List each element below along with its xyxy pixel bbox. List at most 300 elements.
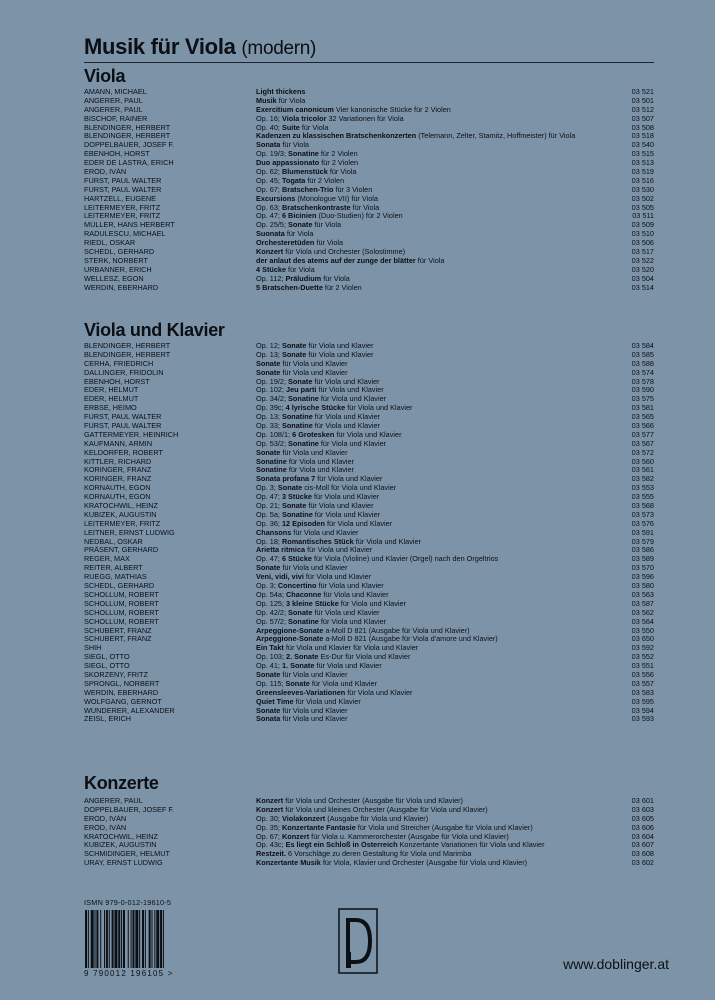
opus-number: Op. 67; xyxy=(256,185,282,194)
composer-name: EDER DE LASTRA, ERICH xyxy=(84,159,174,168)
catalog-number: 03 605 xyxy=(631,813,654,823)
work-instrumentation: für Viola xyxy=(280,141,309,150)
work-title: Sonate xyxy=(256,670,281,679)
catalog-row xyxy=(84,115,654,124)
barcode-bar xyxy=(123,910,125,968)
composer-name: EBENHÖH, HORST xyxy=(84,150,150,159)
work-description xyxy=(256,680,626,689)
catalog-row xyxy=(84,484,654,493)
opus-number: Op. 25/5; xyxy=(256,221,289,230)
work-instrumentation: 6 Vorschläge zu deren Gestaltung für Viola und Marimba xyxy=(286,850,472,859)
catalog-row xyxy=(84,360,654,369)
work-title: Violakonzert xyxy=(281,814,326,823)
catalog-number: 03 501 xyxy=(631,95,654,105)
work-instrumentation: für Viola und Klavier xyxy=(315,475,383,484)
barcode-bar xyxy=(163,910,164,968)
ismn-number: ISMN 979-0-012-19610-5 xyxy=(84,898,172,907)
composer-name: EBENHÖH, HORST xyxy=(84,377,150,386)
opus-number: Op. 3; xyxy=(256,484,278,493)
composer-name: SIEGL, OTTO xyxy=(84,662,130,671)
work-description xyxy=(256,859,626,868)
work-title: der anlaut des atems auf der zunge der blätter xyxy=(256,256,416,265)
catalog-list-viola-und-klavier xyxy=(84,342,654,724)
work-title: Sonate xyxy=(281,502,307,511)
catalog-row xyxy=(84,475,654,484)
barcode-bar xyxy=(152,910,153,968)
work-description xyxy=(256,230,626,239)
composer-name: SCHOLLUM, ROBERT xyxy=(84,608,159,617)
composer-name: SCHOLLUM, ROBERT xyxy=(84,617,159,626)
work-description xyxy=(256,150,626,159)
composer-name: EDER, HELMUT xyxy=(84,395,139,404)
opus-number: Op. 39c; xyxy=(256,404,286,413)
work-instrumentation: für Viola und Klavier xyxy=(286,466,355,475)
catalog-row xyxy=(84,546,654,555)
opus-number: Op. 125; xyxy=(256,599,287,608)
work-instrumentation: für Viola xyxy=(312,221,342,230)
work-description xyxy=(256,582,626,591)
composer-name: WOLFGANG, GERNOT xyxy=(84,697,162,706)
catalog-row xyxy=(84,582,654,591)
composer-name: WUNDERER, ALEXANDER xyxy=(84,706,175,715)
opus-number: Op. 67; xyxy=(256,832,282,841)
work-title: Sonate xyxy=(256,448,281,457)
catalog-row xyxy=(84,159,654,168)
catalog-number: 03 650 xyxy=(631,634,654,644)
catalog-row xyxy=(84,538,654,547)
work-instrumentation: für Viola u. Kammerorchester (Ausgabe für Viola und Klavier) xyxy=(309,832,509,841)
catalog-number: 03 585 xyxy=(631,349,654,359)
work-description xyxy=(256,707,626,716)
catalog-row xyxy=(84,248,654,257)
composer-name: CERHA, FRIEDRICH xyxy=(84,359,154,368)
catalog-number: 03 510 xyxy=(631,229,654,239)
catalog-number: 03 593 xyxy=(631,714,654,724)
opus-number: Op. 112; xyxy=(256,274,286,283)
opus-number: Op. 30; xyxy=(256,814,282,823)
composer-name: SCHEDL, GERHARD xyxy=(84,582,155,591)
work-instrumentation: Konzertante Variationen für Viola und Klavier xyxy=(397,841,545,850)
work-title: Duo appassionato xyxy=(256,159,320,168)
work-title: Exercitium canonicum xyxy=(256,105,334,114)
work-title: Togata xyxy=(281,176,306,185)
composer-name: KUBIZEK, AUGUSTIN xyxy=(84,510,157,519)
work-description xyxy=(256,186,626,195)
composer-name: ANGERER, PAUL xyxy=(84,105,143,114)
work-instrumentation: für Viola xyxy=(286,265,315,274)
work-title: Sonate xyxy=(281,342,307,350)
work-instrumentation: für Viola und Klavier xyxy=(318,395,387,404)
work-title: Musik xyxy=(256,96,277,105)
composer-name: LEITNER, ERNST LUDWIG xyxy=(84,528,175,537)
catalog-row xyxy=(84,395,654,404)
work-title: Sonate xyxy=(256,359,281,368)
work-title: Konzert xyxy=(256,797,284,805)
website-url: www.doblinger.at xyxy=(563,956,669,972)
opus-number: Op. 102; xyxy=(256,386,287,395)
work-instrumentation: (Monologue VII) für Viola xyxy=(295,194,378,203)
catalog-number: 03 588 xyxy=(631,358,654,368)
catalog-number: 03 562 xyxy=(631,607,654,617)
catalog-number: 03 582 xyxy=(631,474,654,484)
work-title: 4 Stücke xyxy=(256,265,287,274)
composer-name: KITTLER, RICHARD xyxy=(84,457,152,466)
work-title: Arpeggione-Sonate xyxy=(256,635,324,644)
composer-name: PRÄSENT, GERHARD xyxy=(84,546,159,555)
catalog-row xyxy=(84,204,654,213)
opus-number: Op. 40; xyxy=(256,123,282,132)
composer-name: EDER, HELMUT xyxy=(84,386,139,395)
catalog-number: 03 563 xyxy=(631,589,654,599)
work-description xyxy=(256,797,626,806)
opus-number: Op. 36; xyxy=(256,519,282,528)
opus-number: Op. 41; xyxy=(256,662,282,671)
work-description xyxy=(256,257,626,266)
work-instrumentation: für Viola xyxy=(299,123,329,132)
work-title: 3 kleine Stücke xyxy=(286,599,339,608)
catalog-row xyxy=(84,97,654,106)
barcode-bar xyxy=(96,910,98,968)
catalog-number: 03 578 xyxy=(631,376,654,386)
catalog-number: 03 607 xyxy=(631,840,654,850)
catalog-row xyxy=(84,618,654,627)
catalog-number: 03 566 xyxy=(631,421,654,431)
work-description xyxy=(256,413,626,422)
work-title: Sonate xyxy=(288,221,313,230)
work-description xyxy=(256,555,626,564)
composer-name: FÜRST, PAUL WALTER xyxy=(84,413,162,422)
catalog-number: 03 505 xyxy=(631,202,654,212)
work-instrumentation: für Viola und Orchester (Ausgabe für Viola und Klavier) xyxy=(283,797,463,805)
composer-name: ERÖD, IVÁN xyxy=(84,823,127,832)
work-instrumentation: für Viola und Klavier xyxy=(316,386,384,395)
work-description xyxy=(256,511,626,520)
catalog-row xyxy=(84,275,654,284)
work-description xyxy=(256,395,626,404)
barcode xyxy=(84,910,184,968)
catalog-row xyxy=(84,369,654,378)
opus-number: Op. 13; xyxy=(256,413,282,422)
catalog-row xyxy=(84,440,654,449)
catalog-number: 03 516 xyxy=(631,175,654,185)
work-title: Arietta ritmica xyxy=(256,546,306,555)
opus-number: Op. 18; xyxy=(256,537,282,546)
composer-name: BLENDINGER, HERBERT xyxy=(84,350,171,359)
composer-name: KRATOCHWIL, HEINZ xyxy=(84,832,158,841)
work-instrumentation: für Viola und Orchester (Solostimme) xyxy=(283,248,406,257)
catalog-number: 03 520 xyxy=(631,264,654,274)
composer-name: SCHUBERT, FRANZ xyxy=(84,635,152,644)
catalog-number: 03 507 xyxy=(631,113,654,123)
work-description xyxy=(256,458,626,467)
composer-name: ANGERER, PAUL xyxy=(84,96,143,105)
composer-name: WELLESZ, EGON xyxy=(84,274,144,283)
catalog-number: 03 540 xyxy=(631,140,654,150)
work-instrumentation: für 2 Violen xyxy=(318,150,358,159)
work-instrumentation: für Viola und Streicher (Ausgabe für Viola und Klavier) xyxy=(355,823,533,832)
barcode-bar xyxy=(160,910,162,968)
composer-name: SHIH xyxy=(84,644,102,653)
work-title: Ein Takt xyxy=(256,644,284,653)
work-title: Sonatine xyxy=(281,413,313,422)
work-title: Quiet Time xyxy=(256,697,294,706)
work-title: Greensleeves-Variationen xyxy=(256,688,346,697)
catalog-number: 03 586 xyxy=(631,545,654,555)
catalog-row xyxy=(84,221,654,230)
work-description xyxy=(256,475,626,484)
opus-number: Op. 42/2; xyxy=(256,608,289,617)
barcode-bar xyxy=(131,910,132,968)
composer-name: SCHMIDINGER, HELMUT xyxy=(84,850,170,859)
catalog-number: 03 511 xyxy=(632,211,654,221)
work-title: Sonatine xyxy=(256,466,287,475)
catalog-row xyxy=(84,257,654,266)
work-description xyxy=(256,431,626,440)
catalog-number: 03 606 xyxy=(631,822,654,832)
work-description xyxy=(256,284,626,293)
work-description xyxy=(256,351,626,360)
work-instrumentation: für Viola xyxy=(327,168,357,177)
composer-name: FÜRST, PAUL WALTER xyxy=(84,176,162,185)
opus-number: Op. 47; xyxy=(256,555,282,564)
work-instrumentation: für Viola und Klavier xyxy=(303,573,372,582)
composer-name: FÜRST, PAUL WALTER xyxy=(84,422,162,431)
catalog-number: 03 509 xyxy=(631,220,654,230)
barcode-bar xyxy=(145,910,146,968)
composer-name: URAY, ERNST LUDWIG xyxy=(84,859,163,868)
work-instrumentation: für Viola xyxy=(415,256,445,265)
barcode-bar xyxy=(112,910,114,968)
work-title: Sonatine xyxy=(288,439,319,448)
work-title: Konzert xyxy=(256,248,284,257)
catalog-row xyxy=(84,493,654,502)
catalog-row xyxy=(84,422,654,431)
work-instrumentation: für Viola xyxy=(284,230,314,239)
work-title: 6 Stücke xyxy=(281,555,312,564)
catalog-number: 03 581 xyxy=(631,403,654,413)
catalog-row xyxy=(84,386,654,395)
catalog-row xyxy=(84,449,654,458)
work-description xyxy=(256,644,626,653)
work-instrumentation: für Viola und Klavier xyxy=(280,715,348,724)
composer-name: SCHUBERT, FRANZ xyxy=(84,626,152,635)
work-title: Suonata xyxy=(256,230,285,239)
work-title: Concertino xyxy=(277,582,317,591)
catalog-row xyxy=(84,600,654,609)
catalog-row xyxy=(84,806,654,815)
barcode-bar xyxy=(121,910,122,968)
catalog-number: 03 519 xyxy=(631,167,654,177)
barcode-bar xyxy=(106,910,108,968)
work-instrumentation: für Viola und Klavier xyxy=(321,590,389,599)
catalog-row xyxy=(84,195,654,204)
composer-name: DOPPELBAUER, JOSEF F. xyxy=(84,141,175,150)
composer-name: FÜRST, PAUL WALTER xyxy=(84,185,162,194)
opus-number: Op. 43c; xyxy=(256,841,286,850)
work-description xyxy=(256,132,626,141)
opus-number: Op. 34/2; xyxy=(256,395,289,404)
catalog-number: 03 608 xyxy=(631,849,654,859)
catalog-number: 03 515 xyxy=(631,149,654,159)
work-description xyxy=(256,698,626,707)
catalog-number: 03 603 xyxy=(631,804,654,814)
catalog-row xyxy=(84,230,654,239)
composer-name: SCHOLLUM, ROBERT xyxy=(84,590,159,599)
work-instrumentation: für 2 Violen xyxy=(319,159,359,168)
work-description xyxy=(256,689,626,698)
work-instrumentation: a-Moll D 821 (Ausgabe für Viola und Klavier) xyxy=(323,626,470,635)
work-title: Sonatine xyxy=(256,457,287,466)
catalog-number: 03 567 xyxy=(631,438,654,448)
catalog-row xyxy=(84,609,654,618)
work-instrumentation: für Viola und Klavier xyxy=(291,528,359,537)
catalog-row xyxy=(84,564,654,573)
catalog-number: 03 521 xyxy=(631,87,654,96)
work-description xyxy=(256,618,626,627)
catalog-row xyxy=(84,212,654,221)
catalog-row xyxy=(84,511,654,520)
composer-name: REITER, ALBERT xyxy=(84,564,143,573)
work-instrumentation: für Viola und Klavier xyxy=(316,582,384,591)
catalog-number: 03 591 xyxy=(631,527,654,537)
work-title: Kadenzen zu klassischen Bratschenkonzerten xyxy=(256,132,417,141)
catalog-number: 03 560 xyxy=(631,456,654,466)
work-description xyxy=(256,493,626,502)
catalog-row xyxy=(84,266,654,275)
composer-name: SCHOLLUM, ROBERT xyxy=(84,599,159,608)
work-title: Romantisches Stück xyxy=(281,537,354,546)
work-description xyxy=(256,221,626,230)
catalog-row xyxy=(84,824,654,833)
barcode-bar xyxy=(95,910,96,968)
work-title: Orchesteretüden xyxy=(256,239,315,248)
catalog-row xyxy=(84,106,654,115)
opus-number: Op. 13; xyxy=(256,350,282,359)
work-instrumentation: für Viola und Klavier xyxy=(312,608,380,617)
composer-name: RIEDL, OSKAR xyxy=(84,239,136,248)
catalog-row xyxy=(84,177,654,186)
catalog-number: 03 551 xyxy=(631,661,654,671)
catalog-number: 03 504 xyxy=(631,273,654,283)
work-instrumentation: für Viola und Klavier xyxy=(293,697,361,706)
work-description xyxy=(256,609,626,618)
work-description xyxy=(256,662,626,671)
opus-number: Op. 47; xyxy=(256,212,282,221)
title-rule xyxy=(84,62,654,63)
page-title: Musik für Viola (modern) xyxy=(84,34,317,59)
barcode-bar xyxy=(139,910,140,968)
composer-name: ANGERER, PAUL xyxy=(84,797,143,805)
opus-number: Op. 19/3; xyxy=(256,150,289,159)
catalog-row xyxy=(84,680,654,689)
catalog-row xyxy=(84,168,654,177)
catalog-row xyxy=(84,431,654,440)
catalog-number: 03 556 xyxy=(631,669,654,679)
catalog-row xyxy=(84,284,654,293)
work-instrumentation: für Viola und Klavier xyxy=(280,670,348,679)
composer-name: AMANN, MICHAEL xyxy=(84,88,147,96)
catalog-number: 03 506 xyxy=(631,238,654,248)
work-title: Sonate xyxy=(281,350,307,359)
opus-number: Op. 115; xyxy=(256,679,286,688)
work-description xyxy=(256,440,626,449)
composer-name: BLENDINGER, HERBERT xyxy=(84,342,171,350)
composer-name: KRATOCHWIL, HEINZ xyxy=(84,502,158,511)
catalog-row xyxy=(84,529,654,538)
work-title: Chaconne xyxy=(286,590,322,599)
catalog-row xyxy=(84,850,654,859)
composer-name: BISCHOF, RAINER xyxy=(84,114,148,123)
work-instrumentation: für Viola und Klavier xyxy=(312,510,380,519)
barcode-bar xyxy=(109,910,110,968)
catalog-row xyxy=(84,239,654,248)
composer-name: KORINGER, FRANZ xyxy=(84,466,152,475)
catalog-number: 03 568 xyxy=(631,501,654,511)
work-instrumentation: für Viola und Klavier xyxy=(353,537,421,546)
catalog-number: 03 604 xyxy=(631,831,654,841)
work-description xyxy=(256,449,626,458)
catalog-number: 03 577 xyxy=(631,429,654,439)
barcode-bar xyxy=(104,910,105,968)
catalog-row xyxy=(84,88,654,97)
opus-number: Op. 16; xyxy=(256,114,282,123)
work-description xyxy=(256,239,626,248)
catalog-number: 03 561 xyxy=(631,465,654,475)
work-description xyxy=(256,833,626,842)
barcode-bar xyxy=(154,910,155,968)
composer-name: LEITERMEYER, FRITZ xyxy=(84,203,161,212)
composer-name: DOPPELBAUER, JOSEF F. xyxy=(84,805,175,814)
catalog-row xyxy=(84,859,654,868)
catalog-number: 03 572 xyxy=(631,447,654,457)
work-title: Sonata profana 7 xyxy=(256,475,316,484)
work-instrumentation: für Viola, Klavier und Orchester (Ausgabe für Viola und Klavier) xyxy=(320,859,528,868)
catalog-number: 03 584 xyxy=(631,341,654,350)
work-title: Excursions xyxy=(256,194,296,203)
section-heading-konzerte: Konzerte xyxy=(84,773,159,793)
catalog-number: 03 592 xyxy=(631,643,654,653)
work-title: Sonate xyxy=(256,706,281,715)
work-instrumentation: für Viola und Klavier xyxy=(306,502,374,511)
work-title: Sonata xyxy=(256,715,281,724)
catalog-row xyxy=(84,378,654,387)
catalog-number: 03 583 xyxy=(631,687,654,697)
catalog-row xyxy=(84,555,654,564)
barcode-bar xyxy=(142,910,144,968)
catalog-number: 03 596 xyxy=(631,572,654,582)
catalog-row xyxy=(84,342,654,351)
work-description xyxy=(256,815,626,824)
opus-number: Op. 35; xyxy=(256,823,282,832)
work-description xyxy=(256,141,626,150)
composer-name: RUEGG, MATHIAS xyxy=(84,573,147,582)
work-title: Sonate xyxy=(288,377,313,386)
work-instrumentation: Vier kanonische Stücke für 2 Violen xyxy=(333,105,451,114)
catalog-number: 03 557 xyxy=(631,678,654,688)
catalog-number: 03 552 xyxy=(631,652,654,662)
work-title: Sonatine xyxy=(281,422,313,431)
opus-number: Op. 33; xyxy=(256,422,282,431)
work-description xyxy=(256,212,626,221)
work-title: Sonate xyxy=(256,368,281,377)
catalog-number: 03 580 xyxy=(631,581,654,591)
composer-name: KUBIZEK, AUGUSTIN xyxy=(84,841,157,850)
work-instrumentation: für Viola und Klavier xyxy=(312,413,380,422)
catalog-number: 03 522 xyxy=(631,255,654,265)
catalog-row xyxy=(84,186,654,195)
opus-number: Op. 3; xyxy=(256,582,278,591)
catalog-number: 03 594 xyxy=(631,705,654,715)
